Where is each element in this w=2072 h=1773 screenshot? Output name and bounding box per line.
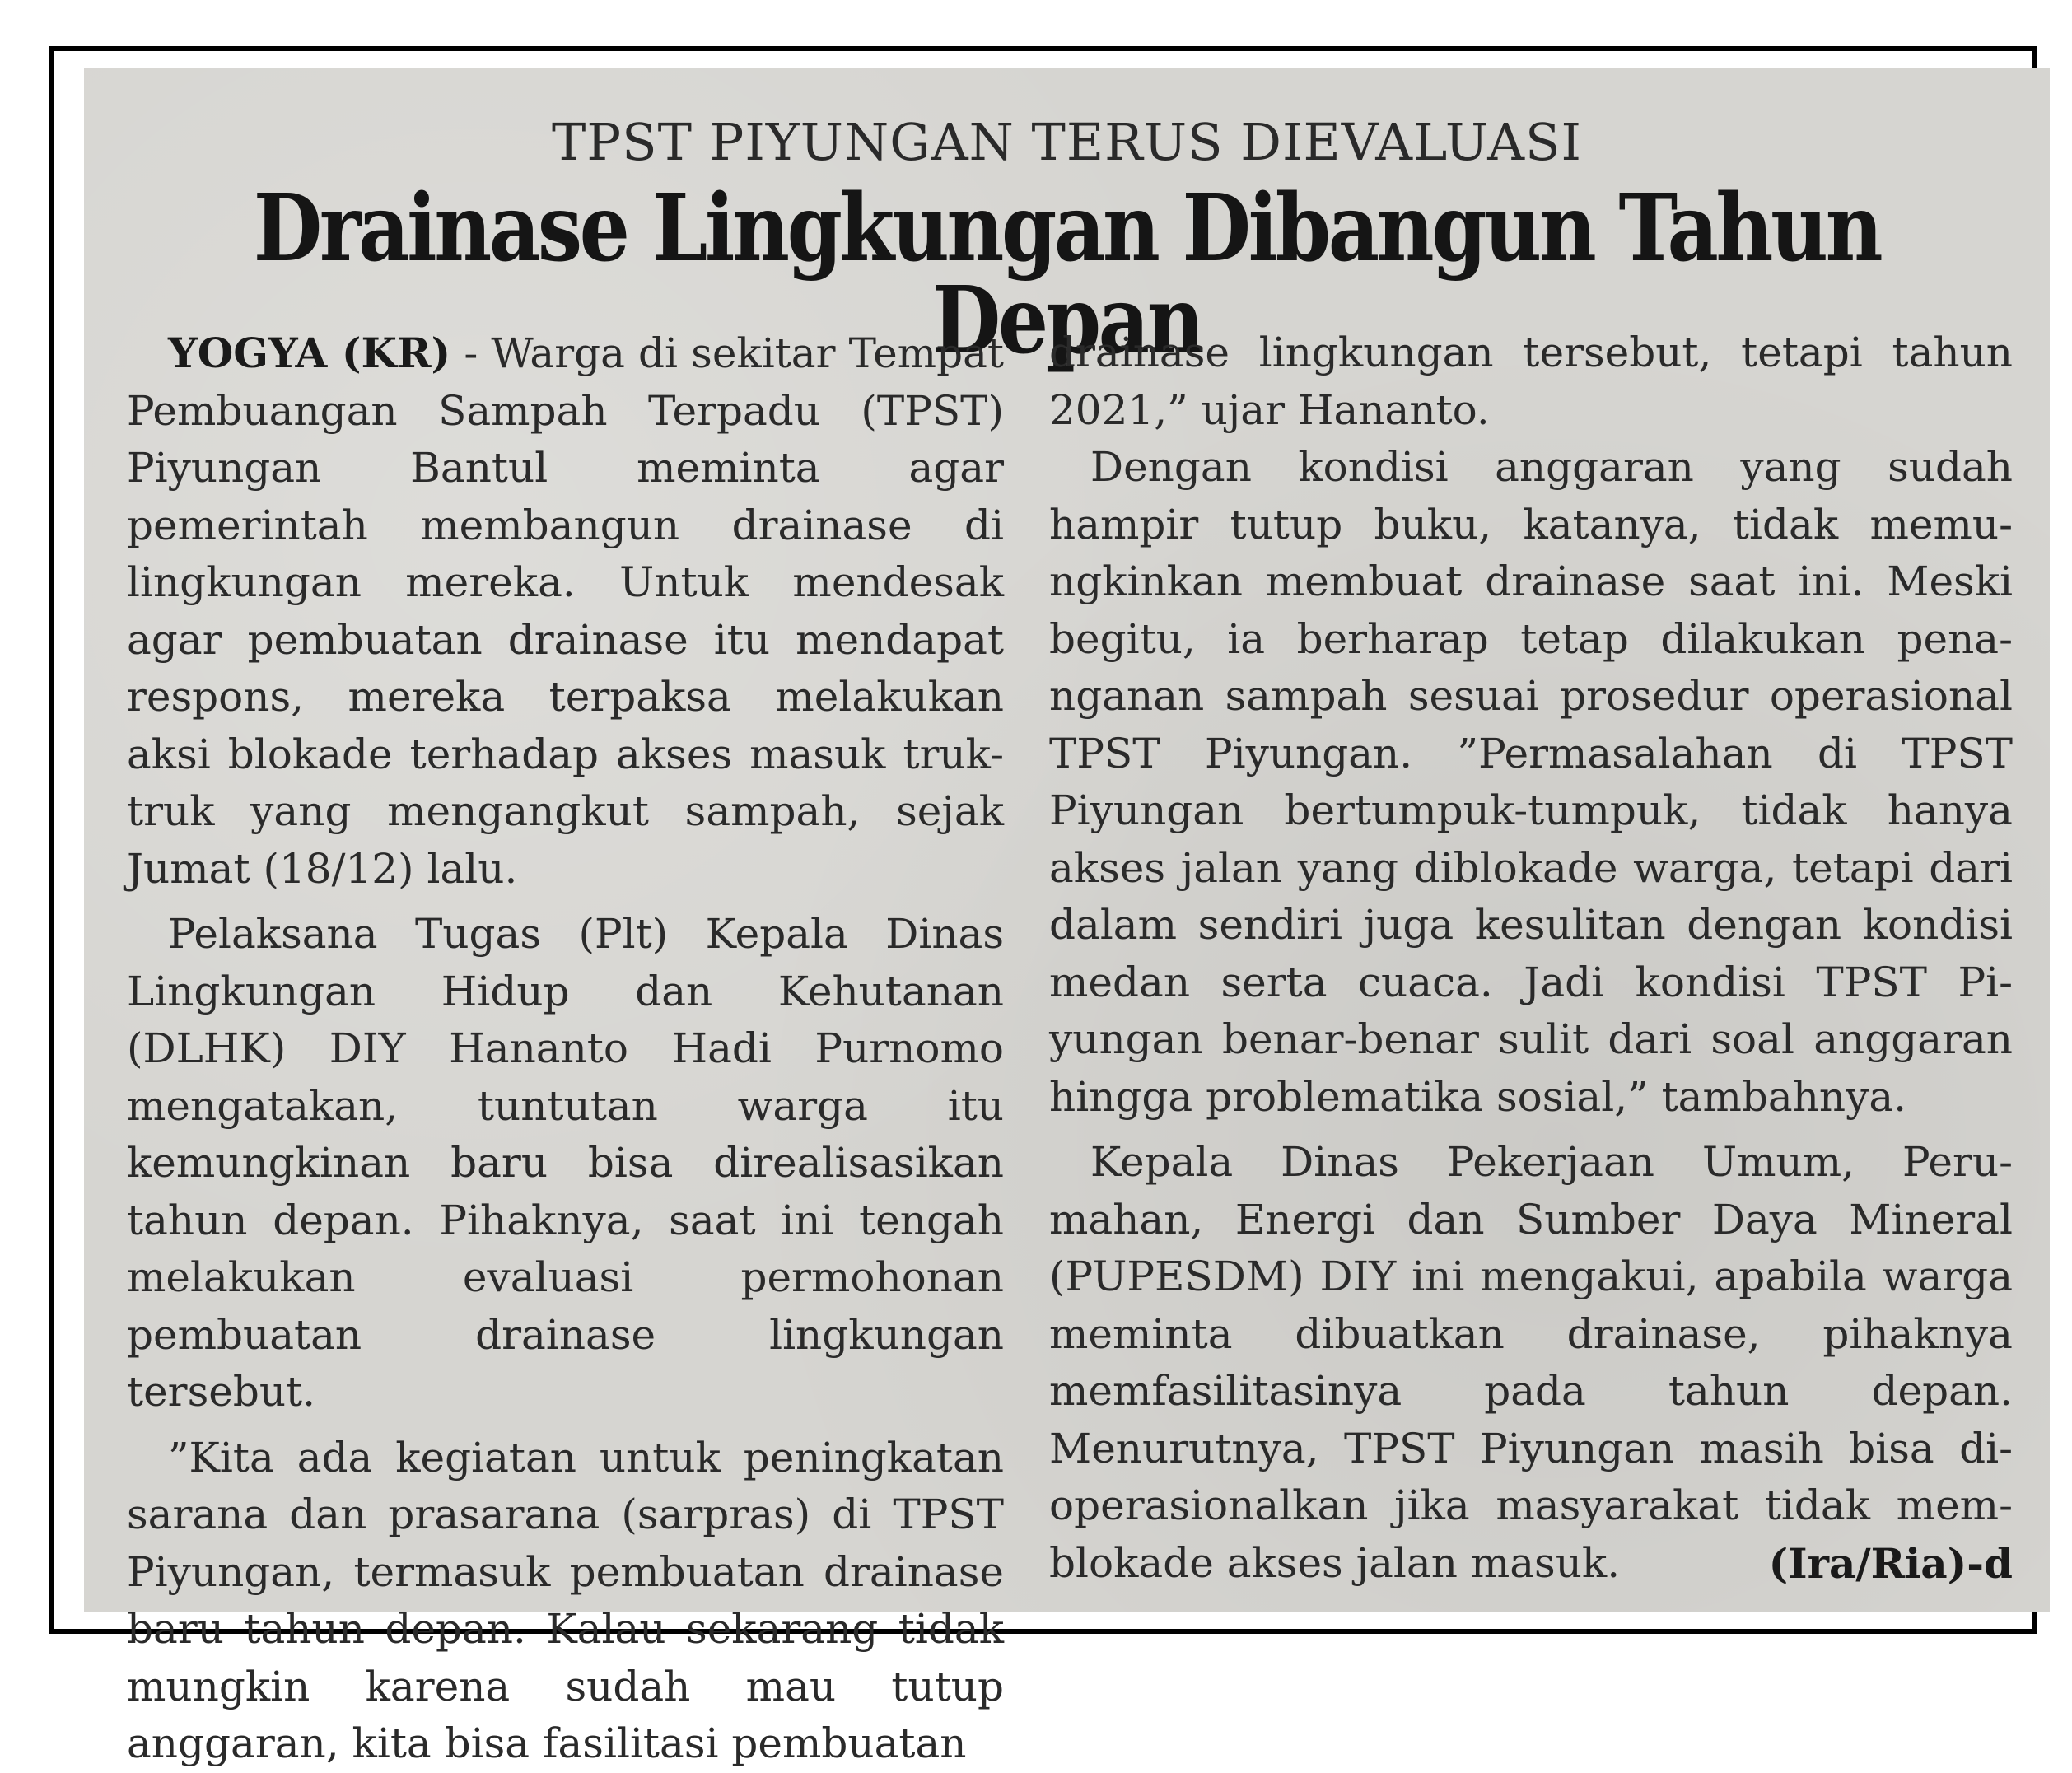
article-headline: Drainase Lingkungan Dibangun Tahun Depan: [253, 175, 1881, 375]
article-kicker: TPST PIYUNGAN TERUS DIEVALUASI: [552, 112, 1582, 172]
paragraph: Pelaksana Tugas (Plt) Kepala Dinas Lingkungan Hidup dan Kehutanan (DLHK) DIY Hananto Hadi Purnomo mengatakan, tuntutan warga itu kemungkinan baru bisa direalisasikan tahun depan. Pihaknya, saat ini tengah melakukan evaluasi permohonan pembuatan drainase lingkungan tersebut.: [127, 910, 1004, 1416]
newspaper-clipping: [84, 68, 2050, 1767]
dateline: YOGYA (KR): [168, 329, 451, 377]
paragraph: Dengan kondisi anggaran yang sudah hampir tutup buku, katanya, tidak memungkinkan membuat drainase saat ini. Meski begitu, ia berharap tetap dilakukan penanganan sampah sesuai prosedur operasional TPST Piyungan. ”Permasalahan di TPST Piyungan bertumpuk-tumpuk, tidak hanya akses jalan yang diblokade warga, tetapi dari dalam sendiri juga kesulitan dengan kondisi medan serta cuaca. Jadi kondisi TPST Piyungan benar-benar sulit dari soal anggaran hingga problematika sosial,” tambahnya.: [1049, 443, 2013, 1121]
article-column-left: [127, 324, 1004, 1773]
paragraph: [1049, 1134, 2013, 1592]
paragraph: [127, 324, 1004, 898]
paragraph-continuation: drainase lingkungan tersebut, tetapi tahun 2021,” ujar Hananto.: [1049, 329, 2013, 434]
paragraph-text: - Warga di sekitar Tempat Pembuangan Sampah Terpadu (TPST) Piyungan Bantul meminta agar pemerintah membangun drainase di lingkungan mereka. Untuk mendesak agar pembuatan drainase itu mendapat respons, mereka terpaksa melakukan aksi blokade terhadap akses masuk truk-truk yang mengangkut sampah, sejak Jumat (18/12) lalu.: [127, 329, 1005, 893]
byline: (Ira/Ria)-d: [1768, 1538, 2013, 1588]
paragraph: ”Kita ada kegiatan untuk peningkatan sarana dan prasarana (sarpras) di TPST Piyungan, termasuk pembuatan drainase baru tahun depan. Kalau sekarang tidak mungkin karena sudah mau tutup anggaran, kita bisa fasilitasi pembuatan: [127, 1433, 1004, 1767]
article-column-right: [1049, 324, 2013, 1592]
clipping-frame: [49, 46, 2037, 1767]
paragraph-text: Kepala Dinas Pekerjaan Umum, Perumahan, Energi dan Sumber Daya Mineral (PUPESDM) DIY ini mengakui, apabila warga meminta dibuatkan drainase, pihaknya memfasilitasinya pada tahun depan. Menurutnya, TPST Piyungan masih bisa dioperasionalkan jika masyarakat tidak memblokade akses jalan masuk.: [1049, 1138, 2013, 1587]
